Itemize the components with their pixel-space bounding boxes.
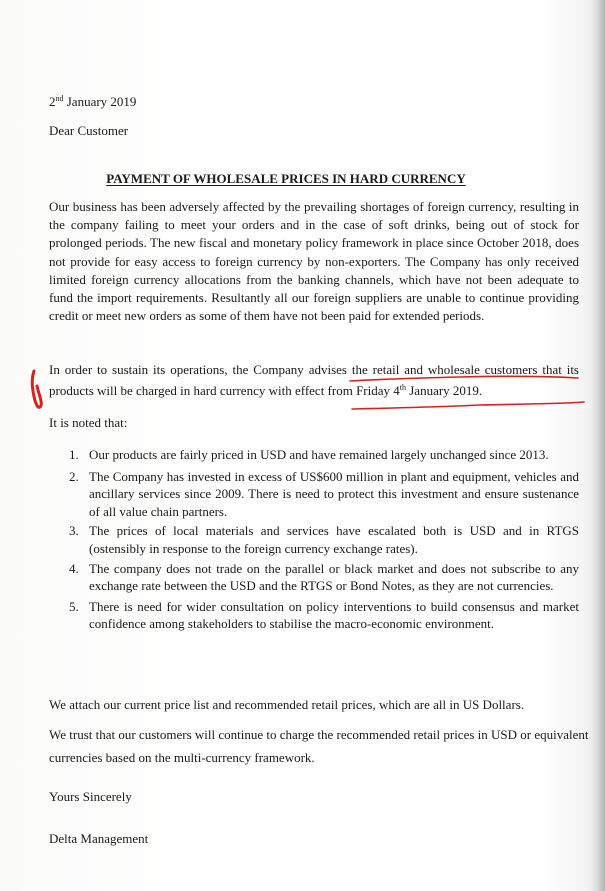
list-item: 4. The company does not trade on the parallel or black market and does not subscribe to any exchange rate between the USD and the RTGS or Bond Notes, as they are not currencies. bbox=[69, 560, 579, 594]
underline-ink-bottom bbox=[352, 402, 584, 409]
margin-ink-mark bbox=[32, 371, 41, 407]
closing: Yours Sincerely bbox=[49, 789, 132, 804]
letter-title: PAYMENT OF WHOLESALE PRICES IN HARD CURRENCY bbox=[106, 171, 466, 186]
signature: Delta Management bbox=[49, 831, 149, 846]
paragraph-trust: We trust that our customers will continue to charge the recommended retail prices in USD or equivalent currencies based on the multi-currency framework. bbox=[49, 727, 589, 765]
reasons-list bbox=[49, 446, 579, 633]
paragraph-announcement: In order to sustain its operations, the Company advises the retail and wholesale customers that its products will be charged in hard currency with effect from Friday 4th January 2019. bbox=[49, 362, 579, 398]
paragraph-intro: Our business has been adversely affected by the prevailing shortages of foreign currency, resulting in the company failing to meet your orders and in the case of soft drinks, being out of stock for prolonged periods. The new fiscal and monetary policy framework in place since October 2018, does not provide for easy access to foreign currency by non-exporters. The Company has only received limited foreign currency allocations from the banking channels, which have not been adequate to fund the import requirements. Resultantly all our foreign suppliers are unable to continue providing credit or meet new orders as some of them have not been paid for extended periods. bbox=[49, 199, 579, 324]
noted-heading: It is noted that: bbox=[49, 415, 128, 430]
list-item: 3. The prices of local materials and services have escalated both is USD and in RTGS (ostensibly in response to the foreign currency exchange rates). bbox=[69, 523, 579, 556]
greeting: Dear Customer bbox=[49, 123, 129, 138]
list-item: 5. There is need for wider consultation on policy interventions to build consensus and market confidence among stakeholders to stabilise the macro-economic environment. bbox=[69, 598, 579, 632]
paragraph-price-list: We attach our current price list and recommended retail prices, which are all in US Dollars. bbox=[49, 697, 525, 712]
list-item: 1. Our products are fairly priced in USD and have remained largely unchanged since 2013. bbox=[69, 447, 549, 462]
list-item: 2. The Company has invested in excess of US$600 million in plant and equipment, vehicles and ancillary services since 2009. There is need to protect this investment and ensure sustenance of all value chain partners. bbox=[69, 468, 579, 519]
letter-date: 2nd January 2019 bbox=[49, 94, 137, 109]
page-edge-shadow bbox=[591, 0, 605, 891]
